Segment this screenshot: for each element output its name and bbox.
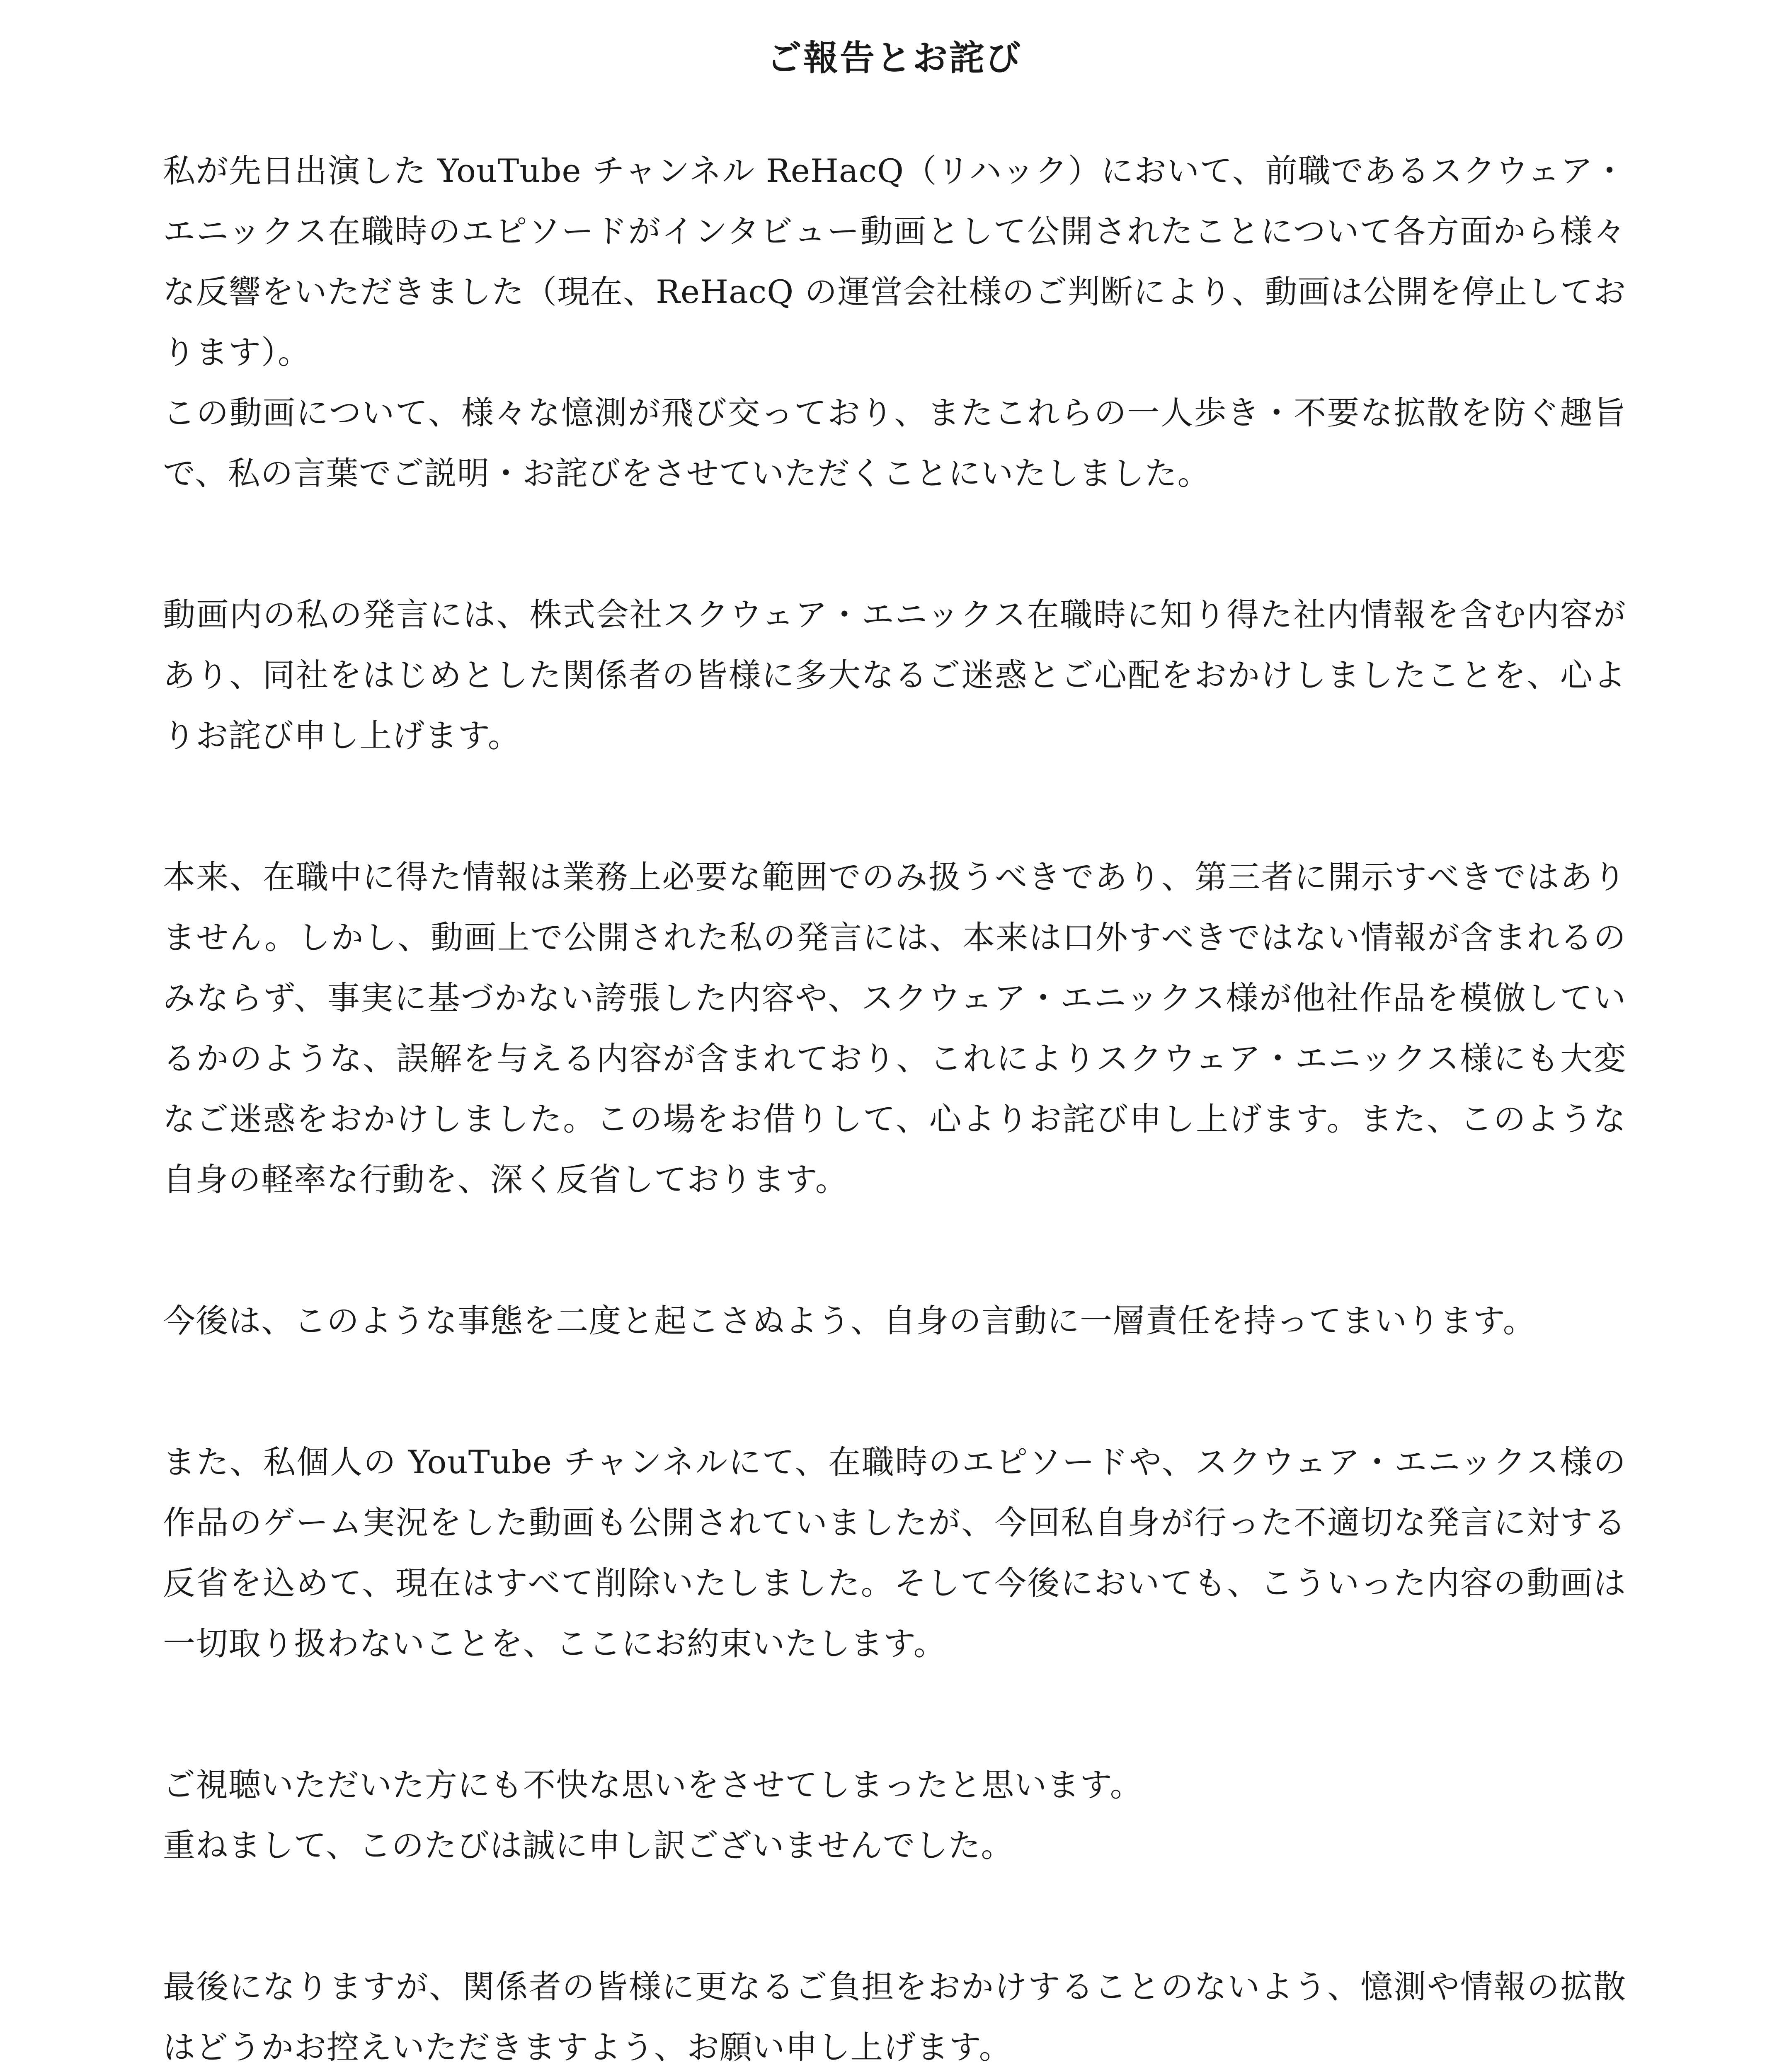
paragraph-2 <box>163 585 1626 766</box>
paragraph-text: ご視聴いただいた方にも不快な思いをさせてしまったと思います。 <box>163 1767 1143 1804</box>
document-body <box>163 141 1626 2072</box>
paragraph-6 <box>163 1755 1626 1876</box>
paragraph-text: 重ねまして、このたびは誠に申し訳ございませんでした。 <box>163 1827 1014 1864</box>
paragraph-text: 最後になりますが、関係者の皆様に更なるご負担をおかけすることのないよう、憶測や情報の拡散はどうかお控えいただきますよう、お願い申し上げます。 <box>163 1968 1626 2066</box>
paragraph-text: また、私個人の YouTube チャンネルにて、在職時のエピソードや、スクウェア・エニックス様の作品のゲーム実況をした動画も公開されていましたが、今回私自身が行った不適切な発言に対する反省を込めて、現在はすべて削除いたしました。そして今後においても、こういった内容の動画は一切取り扱わないことを、ここにお約束いたします。 <box>163 1444 1626 1663</box>
paragraph-3 <box>163 847 1626 1210</box>
paragraph-4 <box>163 1291 1626 1351</box>
paragraph-text: 動画内の私の発言には、株式会社スクウェア・エニックス在職時に知り得た社内情報を含む内容があり、同社をはじめとした関係者の皆様に多大なるご迷惑とご心配をおかけしましたことを、心よりお詫び申し上げます。 <box>163 596 1626 755</box>
paragraph-1 <box>163 141 1626 504</box>
paragraph-text: 今後は、このような事態を二度と起こさぬよう、自身の言動に一層責任を持ってまいります。 <box>163 1302 1536 1340</box>
paragraph-text: この動画について、様々な憶測が飛び交っており、またこれらの一人歩き・不要な拡散を防ぐ趣旨で、私の言葉でご説明・お詫びをさせていただくことにいたしました。 <box>163 395 1626 492</box>
paragraph-7 <box>163 1957 1626 2072</box>
document-title: ご報告とお詫び <box>766 37 1022 78</box>
paragraph-5 <box>163 1432 1626 1674</box>
paragraph-text: 本来、在職中に得た情報は業務上必要な範囲でのみ扱うべきであり、第三者に開示すべきではありません。しかし、動画上で公開された私の発言には、本来は口外すべきではない情報が含まれるのみならず、事実に基づかない誇張した内容や、スクウェア・エニックス様が他社作品を模倣しているかのような、誤解を与える内容が含まれており、これによりスクウェア・エニックス様にも大変なご迷惑をおかけしました。この場をお借りして、心よりお詫び申し上げます。また、このような自身の軽率な行動を、深く反省しております。 <box>163 859 1627 1198</box>
paragraph-text: 私が先日出演した YouTube チャンネル ReHacQ（リハック）において、前職であるスクウェア・エニックス在職時のエピソードがインタビュー動画として公開されたことについて各方面から様々な反響をいただきました（現在、ReHacQ の運営会社様のご判断により、動画は公開を停止しております）。 <box>163 152 1626 371</box>
